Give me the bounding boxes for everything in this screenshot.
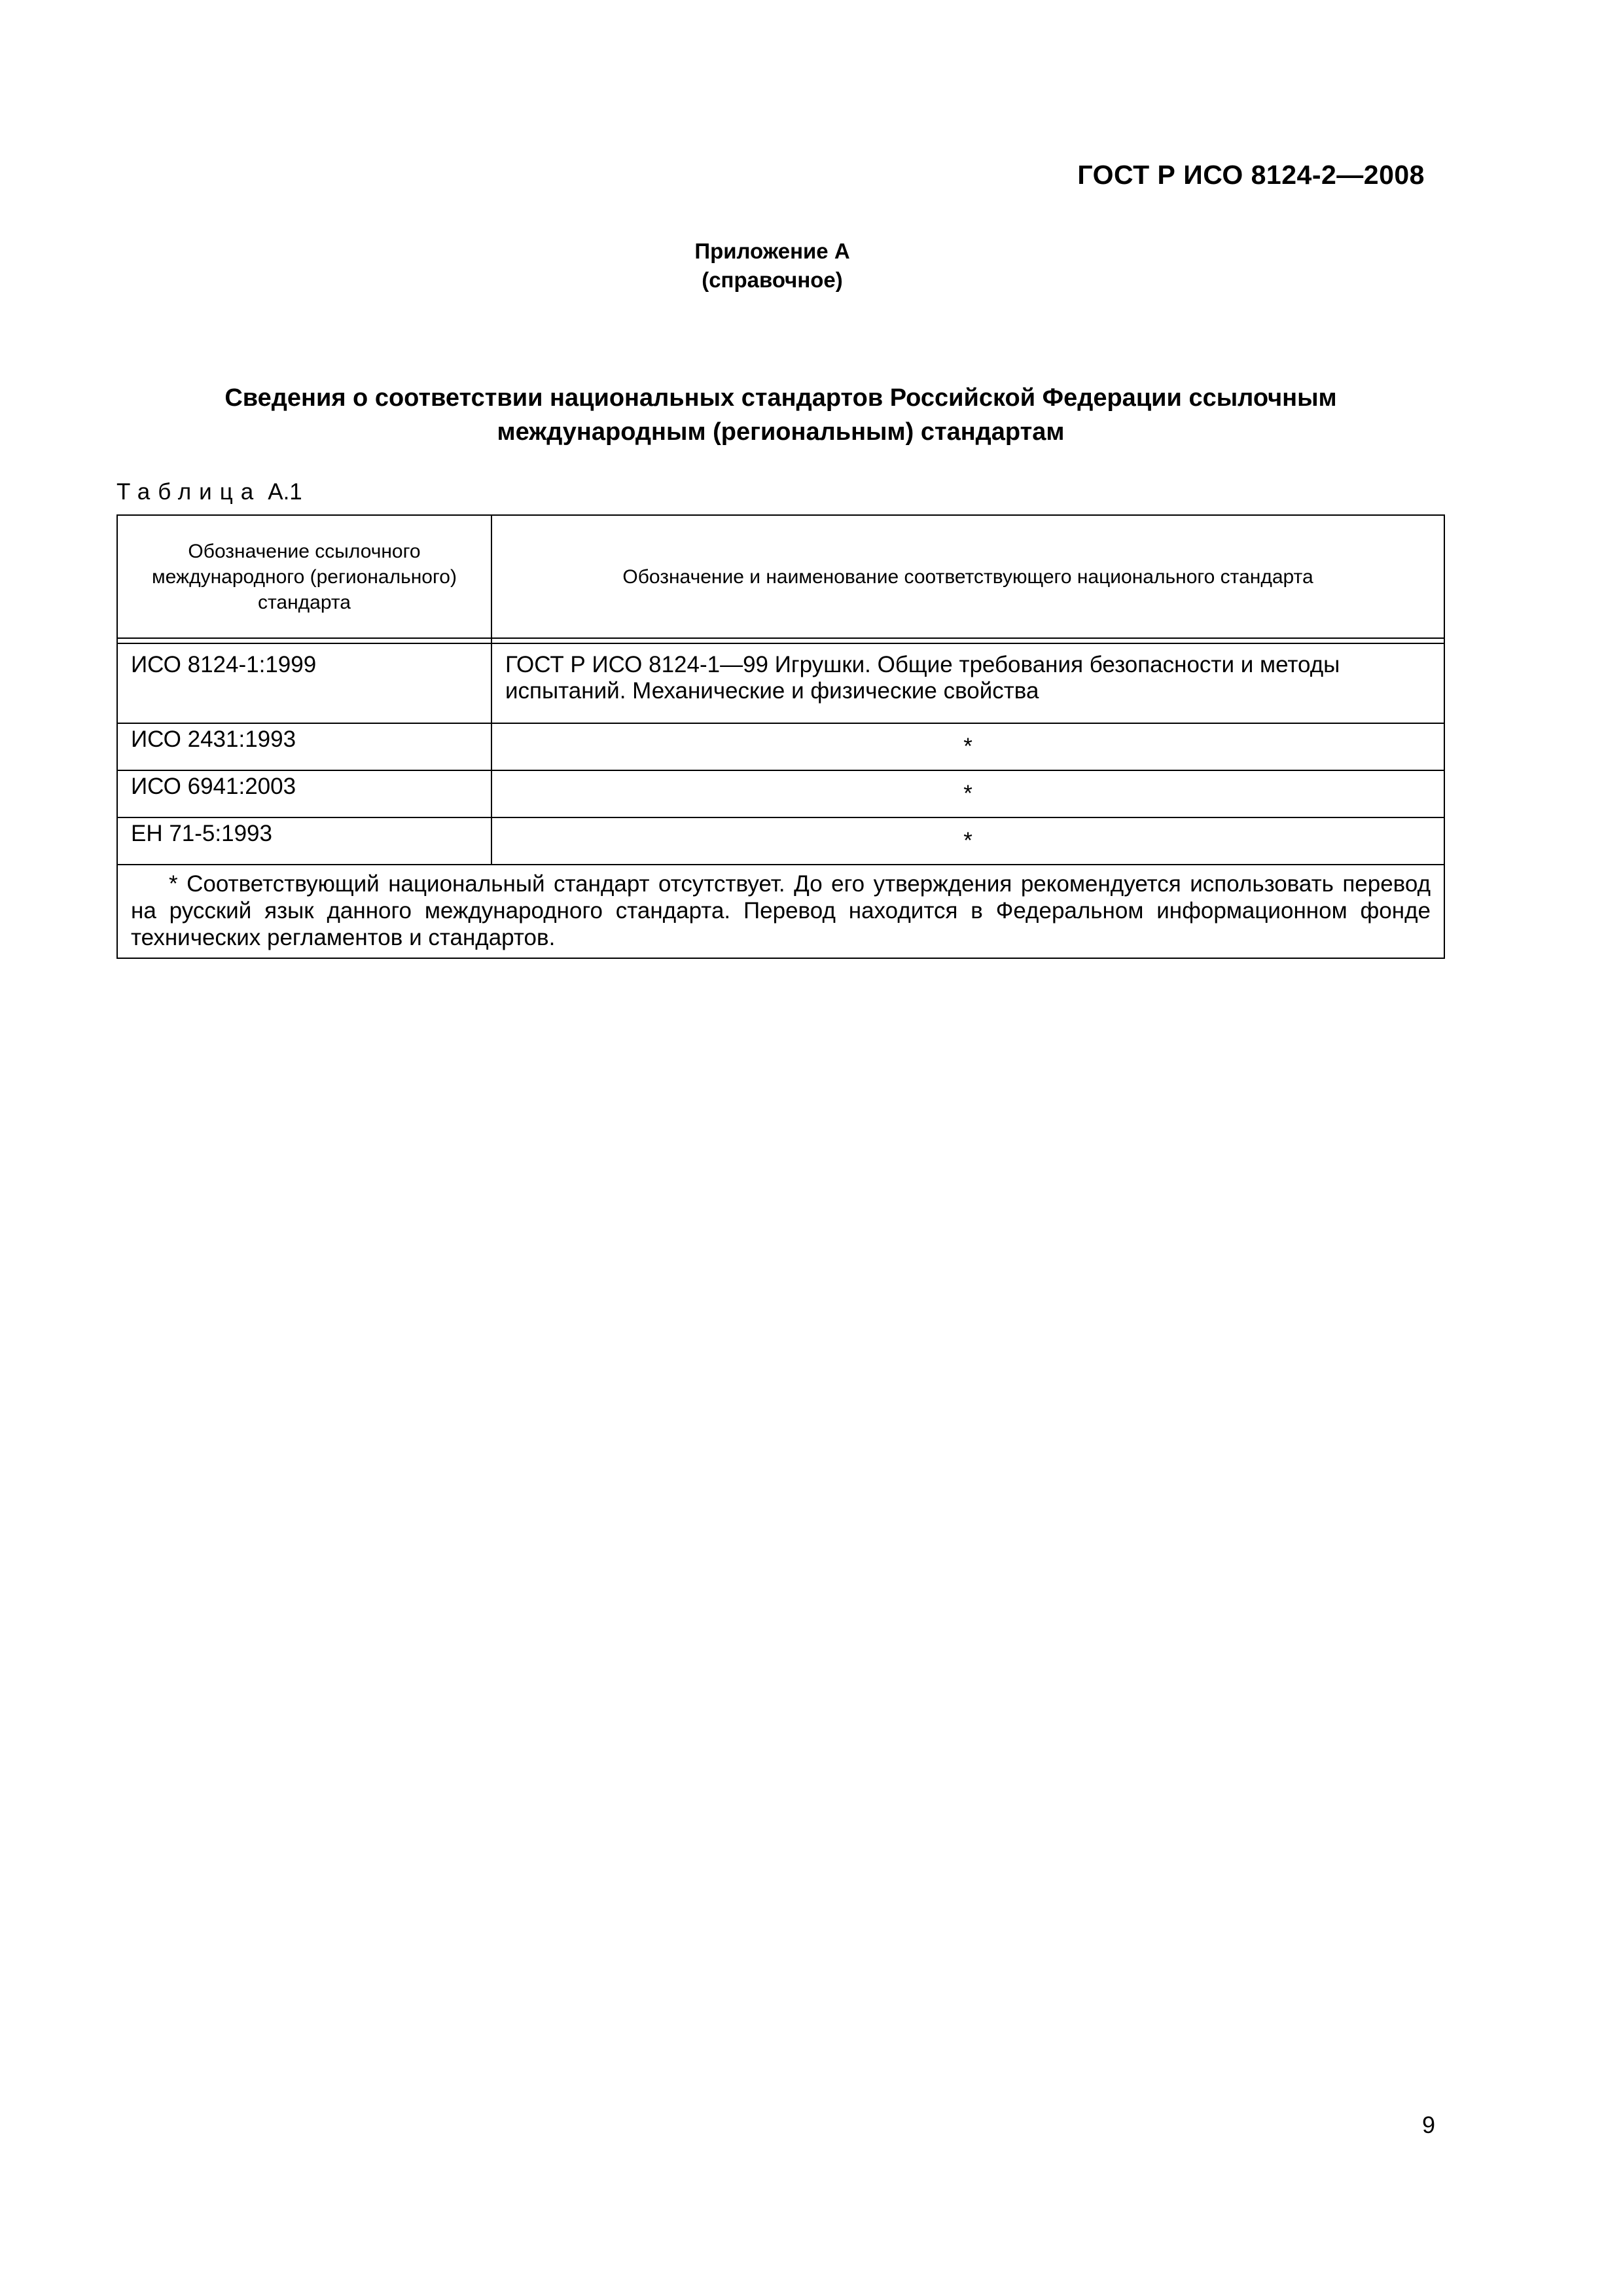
- cell-national: *: [491, 817, 1444, 865]
- cell-ref: ИСО 8124-1:1999: [117, 643, 491, 723]
- appendix-heading: [0, 237, 1544, 295]
- page-number: 9: [1421, 2111, 1435, 2138]
- table-footnote-row: [117, 865, 1444, 958]
- footnote-text: * Соответствующий национальный стандарт отсутствует. До его утверждения рекомендуется использовать перевод на русский язык данного международного стандарта. Перевод находится в Федеральном информационном фонде технических регламентов и стандартов.: [131, 871, 1431, 950]
- table-caption-word: Таблица: [116, 479, 262, 505]
- cell-ref: ИСО 2431:1993: [117, 723, 491, 770]
- header-ref-standard: Обозначение ссылочного международного (регионального) стандарта: [117, 515, 491, 638]
- appendix-type: (справочное): [702, 268, 843, 292]
- cell-ref: ЕН 71-5:1993: [117, 817, 491, 865]
- document-code: ГОСТ Р ИСО 8124-2—2008: [1077, 160, 1425, 190]
- table-header-row: [117, 515, 1444, 638]
- cell-national: *: [491, 723, 1444, 770]
- table-row: [117, 770, 1444, 817]
- table-row: [117, 643, 1444, 723]
- table-row: [117, 817, 1444, 865]
- table-row: [117, 723, 1444, 770]
- table-caption-number: А.1: [268, 479, 302, 505]
- table-footnote: [117, 865, 1444, 958]
- cell-national: *: [491, 770, 1444, 817]
- section-title: [116, 381, 1445, 449]
- table-caption: [116, 479, 302, 505]
- appendix-title: Приложение А: [694, 239, 850, 263]
- section-title-line1: Сведения о соответствии национальных стандартов Российской Федерации ссылочным: [224, 384, 1337, 412]
- header-national-standard: Обозначение и наименование соответствующего национального стандарта: [491, 515, 1444, 638]
- cell-ref: ИСО 6941:2003: [117, 770, 491, 817]
- reference-table: [116, 514, 1445, 959]
- cell-national: ГОСТ Р ИСО 8124-1—99 Игрушки. Общие требования безопасности и методы испытаний. Механические и физические свойства: [491, 643, 1444, 723]
- header-separator: [117, 638, 1444, 643]
- section-title-line2: международным (региональным) стандартам: [497, 418, 1065, 446]
